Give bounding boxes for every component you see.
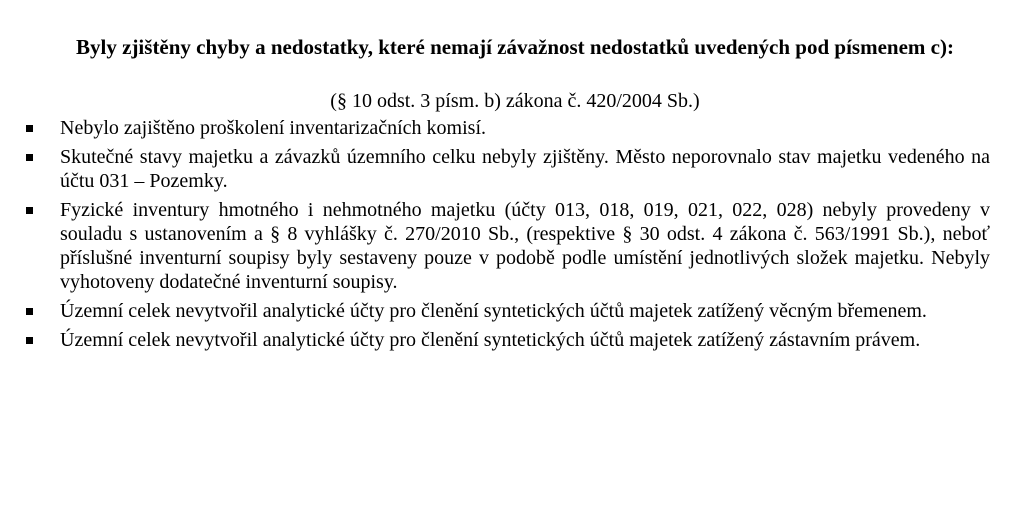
findings-list [0, 116, 1024, 357]
legal-reference: (§ 10 odst. 3 písm. b) zákona č. 420/2004 Sb.) [330, 90, 700, 112]
bullet-icon [26, 337, 33, 344]
list-item [0, 116, 990, 140]
bullet-icon [26, 154, 33, 161]
list-item-text: Nebylo zajištěno proškolení inventarizačních komisí. [60, 117, 486, 139]
bullet-icon [26, 125, 33, 132]
list-item [0, 299, 990, 323]
list-item [0, 145, 990, 193]
list-item-text: Skutečné stavy majetku a závazků územního celku nebyly zjištěny. Město neporovnalo stav majetku vedeného na účtu 031 – Pozemky. [60, 146, 990, 192]
list-item [0, 328, 990, 352]
list-item-text: Fyzické inventury hmotného i nehmotného majetku (účty 013, 018, 019, 021, 022, 028) nebyly provedeny v souladu s ustanovením a § 8 vyhlášky č. 270/2010 Sb., (respektive § 30 odst. 4 zákona č. 563/1991 Sb.), neboť příslušné inventurní soupisy byly sestaveny pouze v podobě podle umístění jednotlivých složek majetku. Nebyly vyhotoveny dodatečné inventurní soupisy. [60, 199, 990, 293]
bullet-icon [26, 207, 33, 214]
bullet-icon [26, 308, 33, 315]
list-item-text: Územní celek nevytvořil analytické účty pro členění syntetických účtů majetek zatížený zástavním právem. [60, 329, 921, 351]
document-heading: Byly zjištěny chyby a nedostatky, které nemají závažnost nedostatků uvedených pod písmenem c): [76, 35, 954, 59]
list-item [0, 198, 990, 294]
list-item-text: Územní celek nevytvořil analytické účty pro členění syntetických účtů majetek zatížený věcným břemenem. [60, 300, 927, 322]
